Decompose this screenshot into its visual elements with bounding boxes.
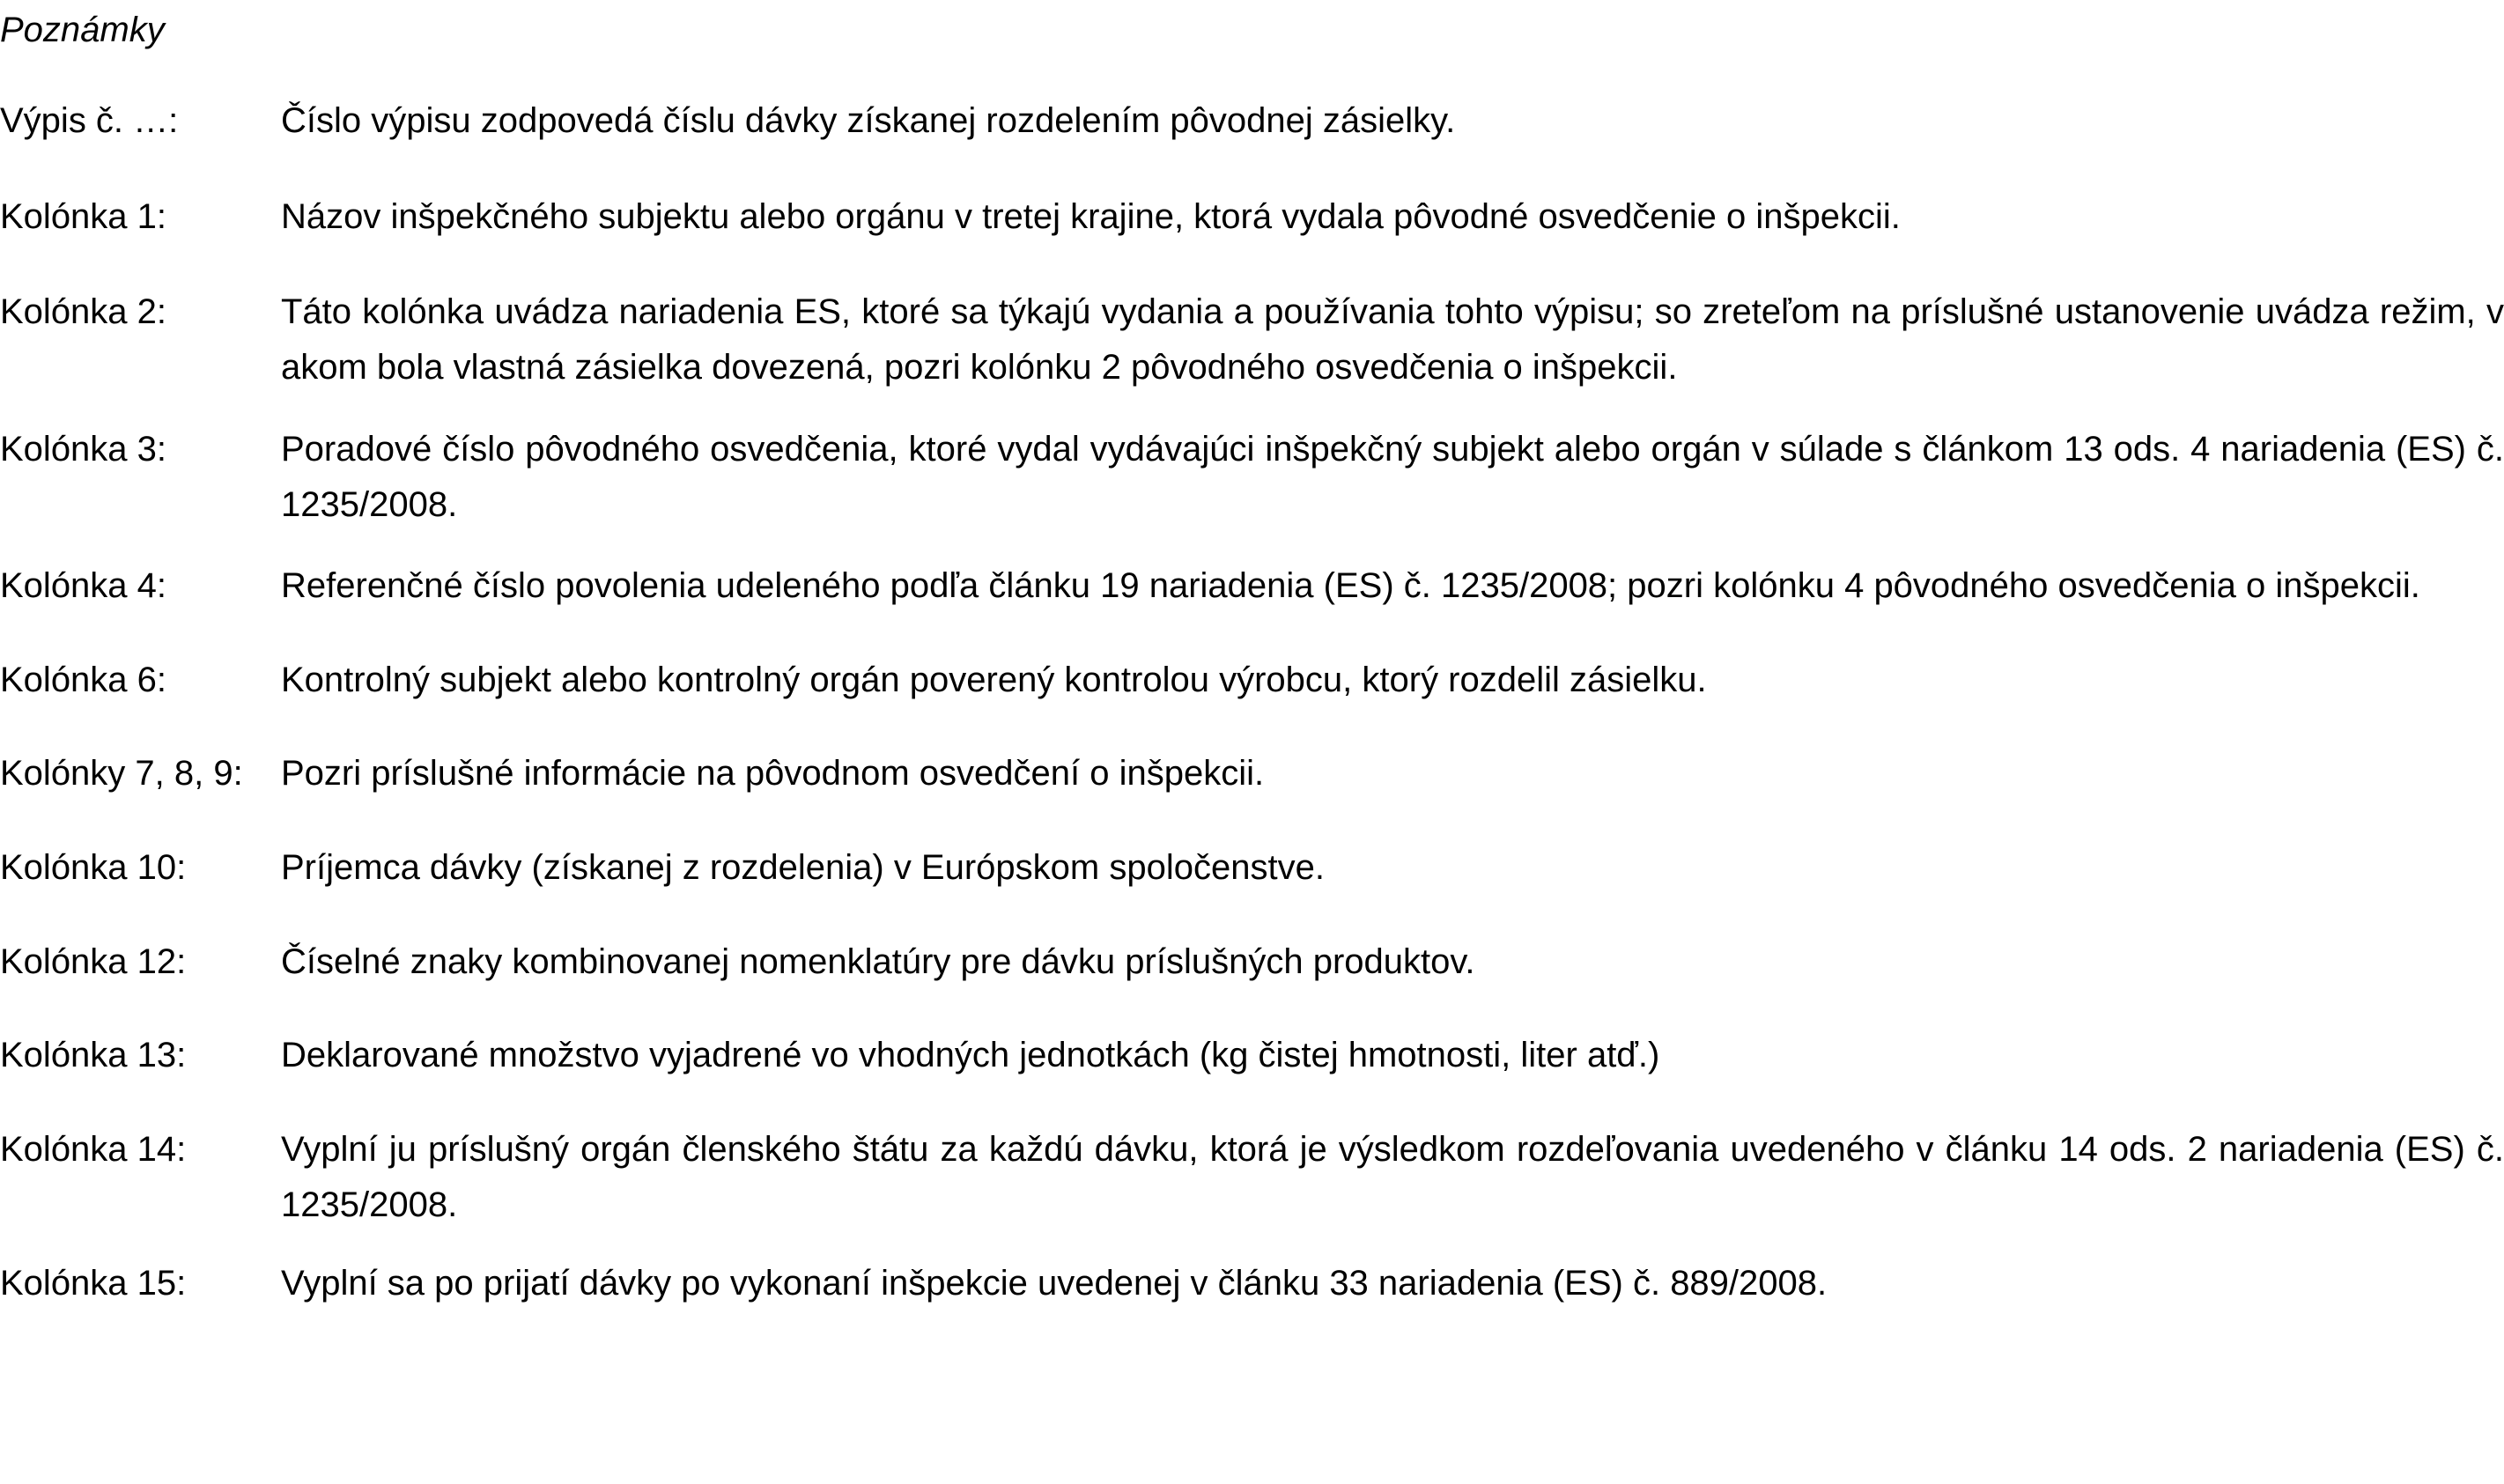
note-label: Kolónka 15: [0,1264,187,1303]
note-text: Táto kolónka uvádza nariadenia ES, ktoré sa týkajú vydania a používania tohto výpisu; so zreteľom na príslušné ustanovenie uvádza režim, v akom bola vlastná zásielka dovezená, pozri kolónku 2 pôvodného osvedčenia o inšpekcii. [281,292,2504,387]
note-text: Číselné znaky kombinovanej nomenklatúry pre dávku príslušných produktov. [281,942,1475,981]
note-text: Názov inšpekčného subjektu alebo orgánu v tretej krajine, ktorá vydala pôvodné osvedčenie o inšpekcii. [281,197,1901,236]
note-label: Výpis č. …: [0,101,179,140]
note-label: Kolónka 4: [0,566,167,605]
note-text: Deklarované množstvo vyjadrené vo vhodných jednotkách (kg čistej hmotnosti, liter atď.) [281,1036,1660,1074]
note-text: Kontrolný subjekt alebo kontrolný orgán poverený kontrolou výrobcu, ktorý rozdelil zásielku. [281,661,1707,699]
note-label: Kolónka 12: [0,942,187,981]
note-label: Kolónka 13: [0,1036,187,1074]
note-text: Príjemca dávky (získanej z rozdelenia) v Európskom spoločenstve. [281,848,1325,887]
note-label: Kolónka 10: [0,848,187,887]
note-text: Vyplní ju príslušný orgán členského štátu za každú dávku, ktorá je výsledkom rozdeľovania uvedeného v článku 14 ods. 2 nariadenia (ES) č. 1235/2008. [281,1130,2504,1224]
note-text: Pozri príslušné informácie na pôvodnom osvedčení o inšpekcii. [281,754,1265,793]
note-label: Kolónka 14: [0,1130,187,1169]
note-text: Vyplní sa po prijatí dávky po vykonaní inšpekcie uvedenej v článku 33 nariadenia (ES) č. 889/2008. [281,1264,1828,1303]
note-label: Kolónky 7, 8, 9: [0,754,243,793]
note-label: Kolónka 1: [0,197,167,236]
note-text: Poradové číslo pôvodného osvedčenia, ktoré vydal vydávajúci inšpekčný subjekt alebo orgán v súlade s článkom 13 ods. 4 nariadenia (ES) č. 1235/2008. [281,430,2504,524]
note-label: Kolónka 2: [0,292,167,331]
note-text: Referenčné číslo povolenia udeleného podľa článku 19 nariadenia (ES) č. 1235/2008; pozri kolónku 4 pôvodného osvedčenia o inšpekcii. [281,566,2420,605]
note-label: Kolónka 6: [0,661,167,699]
note-label: Kolónka 3: [0,430,167,469]
notes-heading: Poznámky [0,11,165,49]
note-text: Číslo výpisu zodpovedá číslu dávky získanej rozdelením pôvodnej zásielky. [281,101,1456,140]
